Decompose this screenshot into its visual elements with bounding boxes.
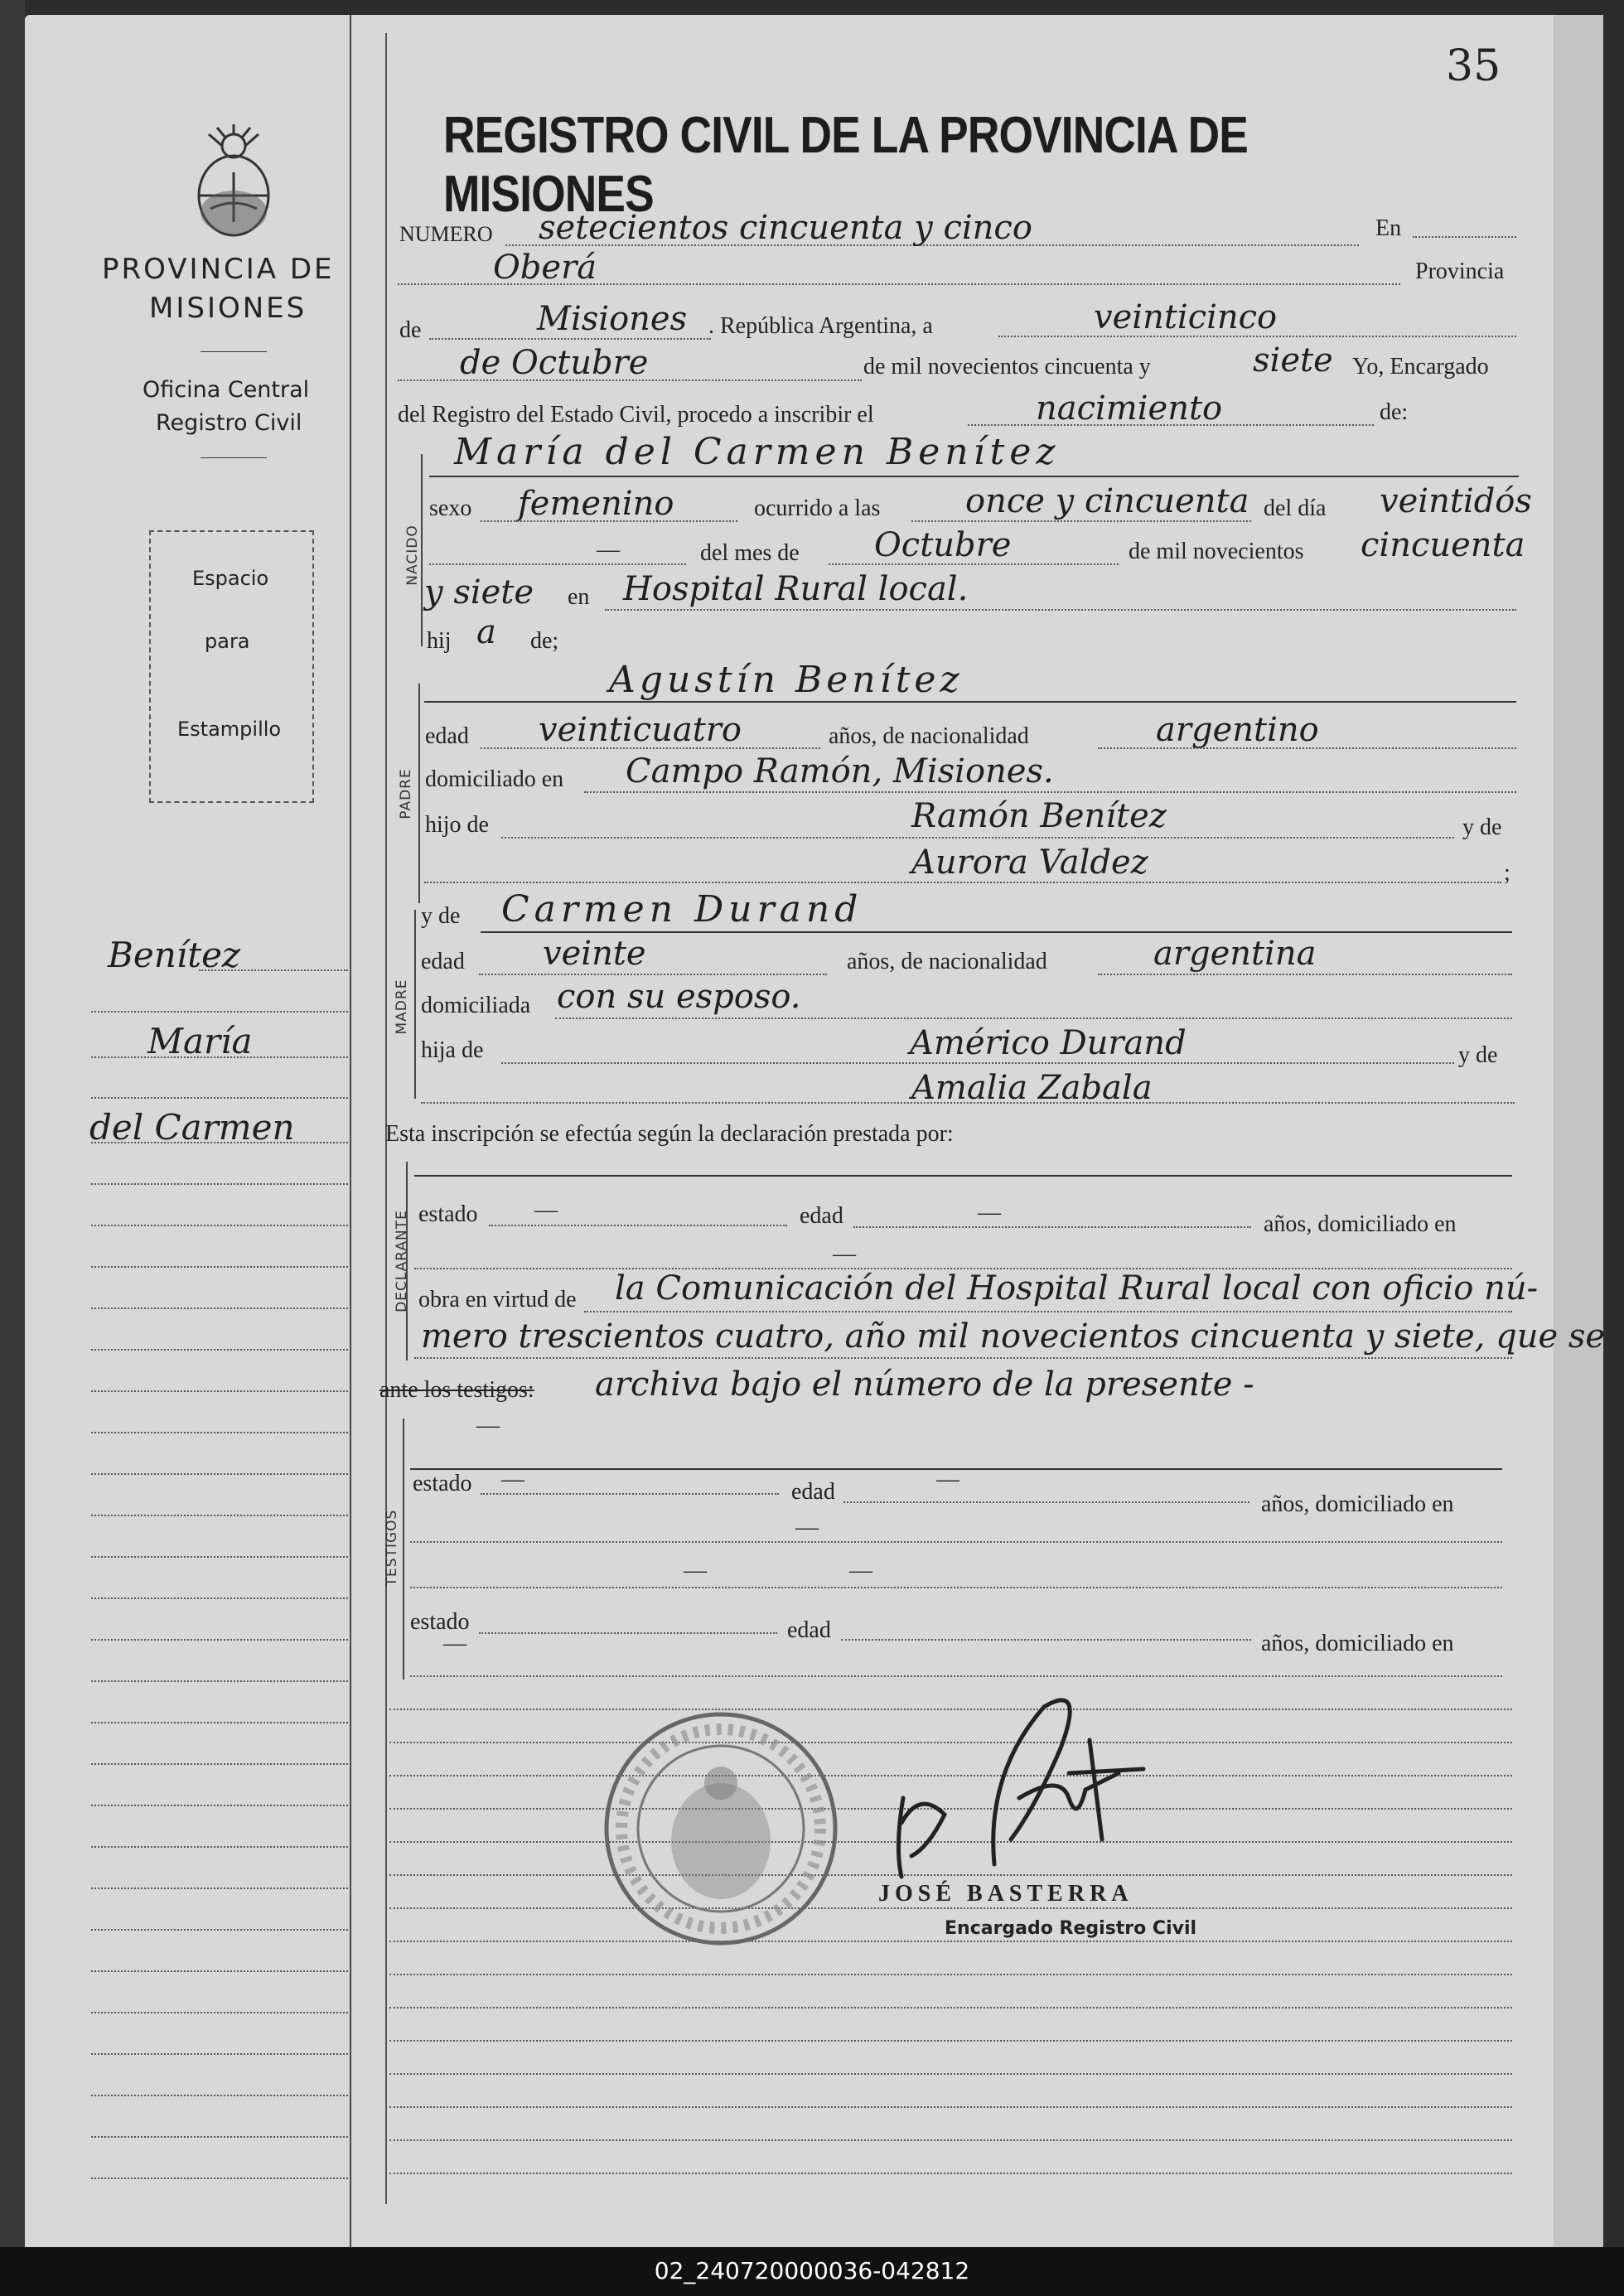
office-name: Oficina Central — [143, 377, 310, 403]
hijo-de-label: hijo de — [425, 812, 489, 838]
numero-value: setecientos cincuenta y cinco — [539, 209, 1032, 247]
sidebar-name: del Carmen — [89, 1107, 295, 1148]
hij-label: hij — [427, 628, 452, 654]
birth-year-b: y siete — [424, 573, 534, 611]
testigos-label: TESTIGOS — [384, 1509, 400, 1587]
dash: — — [534, 1197, 558, 1223]
domiciliado-label: domiciliado en — [425, 766, 564, 792]
dash: — — [978, 1200, 1001, 1225]
y-de-label-2: y de — [421, 903, 461, 929]
stamp-label: Estampillo — [177, 718, 282, 741]
anos-domiciliado-label-3: años, domiciliado en — [1261, 1631, 1454, 1656]
maternal-grandmother: Amalia Zabala — [911, 1069, 1153, 1107]
declarante-label: DECLARANTE — [394, 1210, 410, 1312]
obra-label: obra en virtud de — [418, 1287, 577, 1312]
anos-label-2: años, de nacionalidad — [847, 949, 1047, 974]
de-label: de — [399, 317, 422, 343]
testigos-bracket — [403, 1419, 404, 1680]
dash: — — [936, 1467, 959, 1492]
de-label-3: de; — [530, 628, 559, 654]
maternal-grandfather: Américo Durand — [910, 1024, 1187, 1062]
page-edge — [1554, 15, 1603, 2259]
day-value: veinticinco — [1094, 298, 1278, 336]
republica-label: . República Argentina, a — [708, 313, 933, 339]
ante-testigos-label: ante los testigos: — [379, 1377, 534, 1403]
org-name-2: MISIONES — [149, 292, 307, 325]
hija-de-label: hija de — [421, 1037, 484, 1063]
del-mes-label: del mes de — [700, 540, 800, 566]
office-name-2: Registro Civil — [156, 410, 302, 436]
dash: — — [795, 1515, 819, 1540]
birth-place-value: Hospital Rural local. — [623, 570, 969, 608]
obra-line-3: archiva bajo el número de la presente - — [595, 1366, 1254, 1404]
sidebar-name: María — [147, 1021, 253, 1061]
signature — [870, 1674, 1185, 1892]
provincia-label: Provincia — [1415, 259, 1505, 284]
father-age: veinticuatro — [539, 711, 742, 749]
birth-year-a: cincuenta — [1361, 526, 1525, 564]
estado-label-3: estado — [410, 1609, 470, 1635]
dash: — — [501, 1467, 524, 1492]
divider — [201, 351, 267, 352]
del-dia-label: del día — [1264, 495, 1327, 521]
en-label: En — [1375, 215, 1402, 241]
signer-name: JOSÉ BASTERRA — [878, 1881, 1133, 1907]
binding-edge — [0, 0, 25, 2296]
madre-label: MADRE — [394, 979, 410, 1035]
anos-label: años, de nacionalidad — [829, 723, 1029, 749]
mother-address: con su esposo. — [557, 978, 801, 1016]
month-value: de Octubre — [460, 344, 649, 382]
domiciliada-label: domiciliada — [421, 993, 531, 1018]
birth-month-value: Octubre — [874, 526, 1012, 564]
y-de-label-3: y de — [1458, 1042, 1498, 1068]
hour-value: once y cincuenta — [965, 482, 1249, 520]
org-name: PROVINCIA DE — [102, 253, 335, 286]
sexo-value: femenino — [518, 485, 674, 523]
edad-label-4: edad — [791, 1479, 835, 1505]
numero-label: NUMERO — [399, 222, 493, 246]
mil-novecientos-label: de mil novecientos — [1129, 539, 1304, 564]
estado-label: estado — [418, 1201, 478, 1227]
anos-domiciliado-label-2: años, domiciliado en — [1261, 1491, 1454, 1517]
hij-value: a — [476, 613, 496, 651]
divider — [201, 457, 267, 458]
father-name: Agustín Benítez — [609, 659, 964, 701]
registro-label: del Registro del Estado Civil, procedo a inscribir el — [398, 402, 874, 428]
coat-of-arms-icon — [192, 123, 275, 242]
edad-label-3: edad — [800, 1203, 843, 1229]
sexo-label: sexo — [429, 495, 472, 521]
encargado-label: Yo, Encargado — [1352, 354, 1489, 379]
padre-label: PADRE — [398, 768, 414, 819]
madre-bracket — [414, 910, 416, 1099]
year-value: siete — [1253, 341, 1333, 379]
mother-nationality: argentina — [1153, 935, 1317, 973]
birth-day-value: veintidós — [1380, 482, 1532, 520]
estado-label-2: estado — [413, 1471, 472, 1496]
mother-name: Carmen Durand — [501, 888, 863, 930]
edad-label-5: edad — [787, 1617, 831, 1643]
locality-value: Oberá — [493, 249, 597, 287]
official-seal — [601, 1709, 841, 1952]
signer-role: Encargado Registro Civil — [945, 1918, 1197, 1939]
anos-domiciliado-label: años, domiciliado en — [1264, 1211, 1457, 1237]
father-nationality: argentino — [1156, 711, 1319, 749]
dash: — — [443, 1631, 466, 1656]
act-value: nacimiento — [1036, 389, 1223, 428]
stamp-label: para — [205, 630, 250, 653]
nacido-bracket — [421, 454, 423, 646]
dash: — — [597, 537, 620, 563]
nacido-label: NACIDO — [404, 524, 421, 586]
de2-label: de: — [1380, 399, 1409, 425]
page-number: 35 — [1446, 41, 1501, 91]
edad-label: edad — [425, 723, 469, 749]
dash: — — [833, 1241, 856, 1267]
paternal-grandmother: Aurora Valdez — [911, 843, 1148, 882]
semicolon: ; — [1504, 860, 1510, 886]
edad-label-2: edad — [421, 949, 465, 974]
paternal-grandfather: Ramón Benítez — [911, 797, 1167, 835]
en-label-2: en — [568, 584, 590, 610]
declaration-intro: Esta inscripción se efectúa según la declaración prestada por: — [385, 1121, 954, 1147]
mother-age: veinte — [543, 935, 646, 973]
padre-bracket — [418, 684, 420, 903]
footer-code: 02_240720000036-042812 — [654, 2257, 970, 2284]
y-de-label: y de — [1462, 814, 1502, 840]
father-address: Campo Ramón, Misiones. — [626, 752, 1054, 790]
stamp-label: Espacio — [192, 567, 269, 590]
province-value: Misiones — [537, 300, 688, 338]
mil-label: de mil novecientos cincuenta y — [863, 354, 1151, 379]
dash: — — [476, 1413, 500, 1438]
obra-line-2: mero trescientos cuatro, año mil novecientos cincuenta y siete, que se — [421, 1317, 1606, 1356]
margin-rule — [385, 33, 387, 2204]
obra-line-1: la Comunicación del Hospital Rural local con oficio nú- — [615, 1269, 1539, 1308]
dash: — — [684, 1558, 707, 1583]
ocurrido-label: ocurrido a las — [754, 495, 881, 521]
page-title: REGISTRO CIVIL DE LA PROVINCIA DE MISIONES — [443, 107, 1248, 223]
child-name: María del Carmen Benítez — [454, 431, 1061, 473]
dash: — — [849, 1558, 872, 1583]
sidebar-surname: Benítez — [108, 935, 241, 975]
